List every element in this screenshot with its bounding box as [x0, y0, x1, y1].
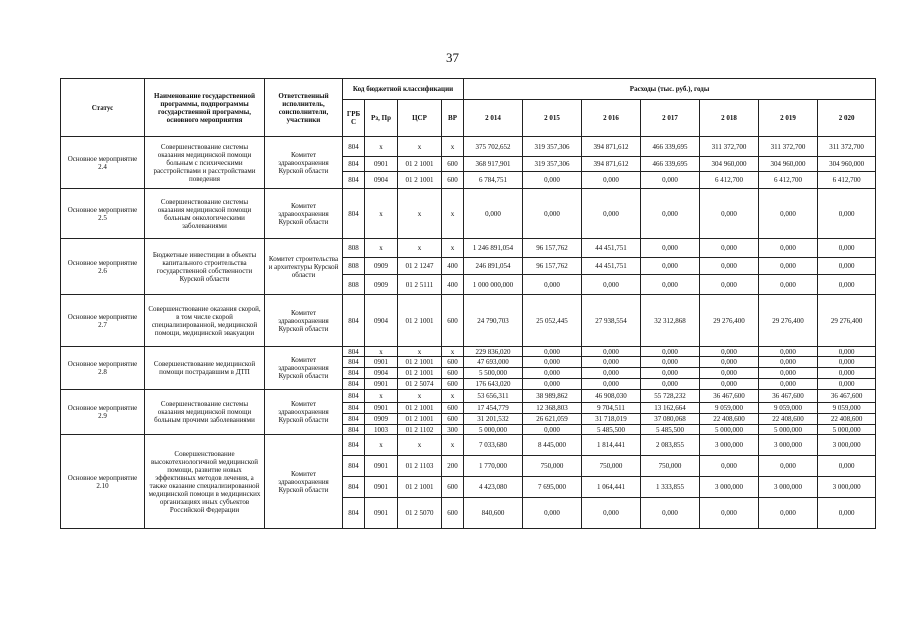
amount-cell: 0,000: [523, 275, 582, 295]
header-vr: ВР: [442, 100, 464, 137]
amount-cell: 5 000,000: [759, 425, 818, 435]
amount-cell: 304 960,000: [818, 157, 876, 172]
amount-cell: 9 704,511: [582, 403, 641, 414]
amount-cell: 0,000: [759, 456, 818, 477]
code-cell: х: [365, 189, 398, 239]
code-cell: 804: [343, 435, 365, 456]
code-cell: х: [398, 347, 442, 357]
code-cell: 01 2 1001: [398, 403, 442, 414]
amount-cell: 0,000: [582, 172, 641, 189]
amount-cell: 3 000,000: [818, 477, 876, 498]
responsible-cell: Комитет здравоохранения Курской области: [265, 189, 343, 239]
code-cell: 600: [442, 368, 464, 379]
amount-cell: 0,000: [818, 189, 876, 239]
code-cell: 600: [442, 477, 464, 498]
amount-cell: 0,000: [582, 379, 641, 390]
amount-cell: 0,000: [759, 258, 818, 275]
amount-cell: 53 656,311: [464, 390, 523, 403]
code-cell: 01 2 1247: [398, 258, 442, 275]
amount-cell: 4 423,080: [464, 477, 523, 498]
header-year: 2 014: [464, 100, 523, 137]
amount-cell: 0,000: [582, 368, 641, 379]
code-cell: 01 2 1001: [398, 477, 442, 498]
page-number: 37: [446, 50, 459, 65]
code-cell: х: [365, 239, 398, 258]
amount-cell: 3 000,000: [759, 477, 818, 498]
code-cell: 01 2 1001: [398, 295, 442, 347]
code-cell: 200: [442, 456, 464, 477]
code-cell: 01 2 5070: [398, 498, 442, 529]
amount-cell: 38 989,862: [523, 390, 582, 403]
code-cell: 0901: [365, 403, 398, 414]
code-cell: 804: [343, 403, 365, 414]
code-cell: 0909: [365, 414, 398, 425]
header-grbs: ГРБ С: [343, 100, 365, 137]
responsible-cell: Комитет здравоохранения Курской области: [265, 435, 343, 529]
code-cell: х: [365, 390, 398, 403]
amount-cell: 0,000: [700, 275, 759, 295]
amount-cell: 750,000: [641, 456, 700, 477]
amount-cell: 0,000: [759, 189, 818, 239]
amount-cell: 5 000,000: [818, 425, 876, 435]
amount-cell: 750,000: [523, 456, 582, 477]
amount-cell: 229 836,020: [464, 347, 523, 357]
code-cell: х: [442, 239, 464, 258]
amount-cell: 46 908,030: [582, 390, 641, 403]
amount-cell: 7 695,000: [523, 477, 582, 498]
amount-cell: 36 467,600: [700, 390, 759, 403]
amount-cell: 9 059,000: [818, 403, 876, 414]
amount-cell: 304 960,000: [700, 157, 759, 172]
amount-cell: 5 000,000: [700, 425, 759, 435]
code-cell: 804: [343, 172, 365, 189]
code-cell: 804: [343, 414, 365, 425]
code-cell: 804: [343, 137, 365, 157]
amount-cell: 0,000: [523, 357, 582, 368]
title-cell: Бюджетные инвестиции в объекты капитального строительства государственной собственности Курской области: [145, 239, 265, 295]
amount-cell: 36 467,600: [818, 390, 876, 403]
table-row: [61, 347, 876, 357]
amount-cell: 29 276,400: [700, 295, 759, 347]
amount-cell: 0,000: [700, 347, 759, 357]
amount-cell: 311 372,700: [818, 137, 876, 157]
header-csr: ЦСР: [398, 100, 442, 137]
code-cell: 804: [343, 477, 365, 498]
amount-cell: 1 000 000,000: [464, 275, 523, 295]
title-cell: Совершенствование системы оказания медицинской помощи больным прочими заболеваниями: [145, 390, 265, 435]
code-cell: 804: [343, 189, 365, 239]
code-cell: 804: [343, 157, 365, 172]
responsible-cell: Комитет здравоохранения Курской области: [265, 295, 343, 347]
amount-cell: 96 157,762: [523, 239, 582, 258]
amount-cell: 9 059,000: [700, 403, 759, 414]
amount-cell: 840,600: [464, 498, 523, 529]
responsible-cell: Комитет здравоохранения Курской области: [265, 137, 343, 189]
title-cell: Совершенствование медицинской помощи пострадавшим в ДТП: [145, 347, 265, 390]
amount-cell: 3 000,000: [818, 435, 876, 456]
amount-cell: 0,000: [582, 347, 641, 357]
amount-cell: 0,000: [818, 379, 876, 390]
amount-cell: 5 485,500: [582, 425, 641, 435]
title-cell: Совершенствование системы оказания медицинской помощи больным с психическими расстройствами и расстройствами поведения: [145, 137, 265, 189]
code-cell: 0904: [365, 172, 398, 189]
table-row: [61, 435, 876, 456]
amount-cell: 1 814,441: [582, 435, 641, 456]
table-row: [61, 390, 876, 403]
code-cell: х: [398, 189, 442, 239]
header-year: 2 015: [523, 100, 582, 137]
amount-cell: 0,000: [700, 368, 759, 379]
header-year: 2 019: [759, 100, 818, 137]
amount-cell: 22 408,600: [700, 414, 759, 425]
amount-cell: 5 000,000: [464, 425, 523, 435]
table-row: [61, 295, 876, 347]
amount-cell: 0,000: [759, 347, 818, 357]
amount-cell: 0,000: [818, 275, 876, 295]
code-cell: 01 2 1001: [398, 172, 442, 189]
code-cell: 0909: [365, 258, 398, 275]
amount-cell: 394 871,612: [582, 137, 641, 157]
amount-cell: 96 157,762: [523, 258, 582, 275]
amount-cell: 0,000: [582, 498, 641, 529]
code-cell: 600: [442, 172, 464, 189]
code-cell: 400: [442, 258, 464, 275]
status-cell: Основное мероприятие 2.7: [61, 295, 145, 347]
code-cell: 0909: [365, 275, 398, 295]
amount-cell: 12 368,803: [523, 403, 582, 414]
code-cell: 808: [343, 275, 365, 295]
amount-cell: 0,000: [759, 368, 818, 379]
code-cell: 804: [343, 456, 365, 477]
table-row: [61, 189, 876, 239]
amount-cell: 44 451,751: [582, 239, 641, 258]
amount-cell: 0,000: [582, 275, 641, 295]
amount-cell: 0,000: [818, 368, 876, 379]
amount-cell: 6 412,700: [700, 172, 759, 189]
code-cell: 804: [343, 347, 365, 357]
status-cell: Основное мероприятие 2.8: [61, 347, 145, 390]
amount-cell: 55 728,232: [641, 390, 700, 403]
code-cell: х: [398, 137, 442, 157]
code-cell: 01 2 1102: [398, 425, 442, 435]
amount-cell: 0,000: [700, 189, 759, 239]
amount-cell: 6 412,700: [818, 172, 876, 189]
header-responsible: Ответственный исполнитель, соисполнители, участники: [265, 79, 343, 137]
title-cell: Совершенствование оказания скорой, в том числе скорой специализированной, медицинской помощи, медицинской эвакуации: [145, 295, 265, 347]
amount-cell: 29 276,400: [759, 295, 818, 347]
code-cell: 0901: [365, 379, 398, 390]
amount-cell: 375 702,652: [464, 137, 523, 157]
code-cell: 0901: [365, 456, 398, 477]
code-cell: х: [365, 347, 398, 357]
amount-cell: 22 408,600: [759, 414, 818, 425]
code-cell: 804: [343, 390, 365, 403]
status-cell: Основное мероприятие 2.10: [61, 435, 145, 529]
amount-cell: 0,000: [759, 239, 818, 258]
amount-cell: 37 080,068: [641, 414, 700, 425]
amount-cell: 0,000: [818, 498, 876, 529]
amount-cell: 5 500,000: [464, 368, 523, 379]
header-year: 2 016: [582, 100, 641, 137]
code-cell: 804: [343, 379, 365, 390]
status-cell: Основное мероприятие 2.4: [61, 137, 145, 189]
code-cell: х: [442, 435, 464, 456]
code-cell: х: [365, 137, 398, 157]
amount-cell: 47 693,000: [464, 357, 523, 368]
code-cell: 0901: [365, 477, 398, 498]
amount-cell: 0,000: [582, 357, 641, 368]
code-cell: х: [442, 189, 464, 239]
code-cell: 01 2 1103: [398, 456, 442, 477]
amount-cell: 0,000: [818, 456, 876, 477]
header-budget-code: Код бюджетной классификации: [343, 79, 464, 100]
table-row: [61, 239, 876, 258]
code-cell: 0904: [365, 295, 398, 347]
amount-cell: 25 052,445: [523, 295, 582, 347]
amount-cell: 0,000: [464, 189, 523, 239]
amount-cell: 0,000: [700, 239, 759, 258]
amount-cell: 466 339,695: [641, 137, 700, 157]
code-cell: 804: [343, 425, 365, 435]
amount-cell: 6 412,700: [759, 172, 818, 189]
responsible-cell: Комитет здравоохранения Курской области: [265, 347, 343, 390]
code-cell: х: [442, 390, 464, 403]
amount-cell: 0,000: [523, 379, 582, 390]
code-cell: 0901: [365, 157, 398, 172]
amount-cell: 0,000: [641, 368, 700, 379]
header-rzpr: Рз, Пр: [365, 100, 398, 137]
amount-cell: 29 276,400: [818, 295, 876, 347]
amount-cell: 750,000: [582, 456, 641, 477]
header-year: 2 018: [700, 100, 759, 137]
code-cell: 01 2 5111: [398, 275, 442, 295]
amount-cell: 311 372,700: [759, 137, 818, 157]
amount-cell: 0,000: [700, 258, 759, 275]
amount-cell: 3 000,000: [759, 435, 818, 456]
amount-cell: 0,000: [700, 357, 759, 368]
amount-cell: 27 938,554: [582, 295, 641, 347]
amount-cell: 9 059,000: [759, 403, 818, 414]
amount-cell: 368 917,901: [464, 157, 523, 172]
amount-cell: 0,000: [641, 239, 700, 258]
code-cell: 01 2 1001: [398, 157, 442, 172]
amount-cell: 0,000: [641, 357, 700, 368]
header-status: Статус: [61, 79, 145, 137]
amount-cell: 0,000: [700, 498, 759, 529]
amount-cell: 36 467,600: [759, 390, 818, 403]
amount-cell: 24 790,703: [464, 295, 523, 347]
code-cell: 0901: [365, 357, 398, 368]
code-cell: 600: [442, 403, 464, 414]
code-cell: 600: [442, 157, 464, 172]
code-cell: х: [398, 239, 442, 258]
amount-cell: 0,000: [523, 368, 582, 379]
amount-cell: 1 770,000: [464, 456, 523, 477]
code-cell: 01 2 5074: [398, 379, 442, 390]
amount-cell: 0,000: [759, 357, 818, 368]
code-cell: 01 2 1001: [398, 357, 442, 368]
title-cell: Совершенствование системы оказания медицинской помощи больным онкологическими заболеваниями: [145, 189, 265, 239]
code-cell: 804: [343, 357, 365, 368]
amount-cell: 1 064,441: [582, 477, 641, 498]
amount-cell: 0,000: [582, 189, 641, 239]
amount-cell: 1 246 891,054: [464, 239, 523, 258]
header-year: 2 017: [641, 100, 700, 137]
code-cell: 600: [442, 379, 464, 390]
header-name: Наименование государственной программы, подпрограммы государственной программы, основного мероприятия: [145, 79, 265, 137]
code-cell: 0901: [365, 498, 398, 529]
amount-cell: 311 372,700: [700, 137, 759, 157]
amount-cell: 0,000: [641, 258, 700, 275]
amount-cell: 0,000: [641, 172, 700, 189]
code-cell: 400: [442, 275, 464, 295]
code-cell: 600: [442, 414, 464, 425]
amount-cell: 304 960,000: [759, 157, 818, 172]
code-cell: 1003: [365, 425, 398, 435]
amount-cell: 0,000: [641, 189, 700, 239]
amount-cell: 26 621,059: [523, 414, 582, 425]
amount-cell: 7 033,680: [464, 435, 523, 456]
amount-cell: 13 162,664: [641, 403, 700, 414]
amount-cell: 44 451,751: [582, 258, 641, 275]
amount-cell: 466 339,695: [641, 157, 700, 172]
amount-cell: 319 357,306: [523, 137, 582, 157]
amount-cell: 32 312,868: [641, 295, 700, 347]
amount-cell: 3 000,000: [700, 435, 759, 456]
amount-cell: 394 871,612: [582, 157, 641, 172]
amount-cell: 31 718,019: [582, 414, 641, 425]
amount-cell: 0,000: [523, 347, 582, 357]
header-expenses: Расходы (тыс. руб.), годы: [464, 79, 876, 100]
amount-cell: 17 454,779: [464, 403, 523, 414]
amount-cell: 246 891,054: [464, 258, 523, 275]
code-cell: 300: [442, 425, 464, 435]
amount-cell: 0,000: [818, 258, 876, 275]
amount-cell: 0,000: [641, 379, 700, 390]
code-cell: 804: [343, 498, 365, 529]
amount-cell: 0,000: [523, 172, 582, 189]
status-cell: Основное мероприятие 2.9: [61, 390, 145, 435]
code-cell: 600: [442, 357, 464, 368]
amount-cell: 0,000: [641, 498, 700, 529]
status-cell: Основное мероприятие 2.6: [61, 239, 145, 295]
amount-cell: 0,000: [700, 379, 759, 390]
amount-cell: 6 784,751: [464, 172, 523, 189]
amount-cell: 176 643,020: [464, 379, 523, 390]
table-row: [61, 137, 876, 157]
amount-cell: 0,000: [523, 425, 582, 435]
code-cell: х: [442, 137, 464, 157]
amount-cell: 3 000,000: [700, 477, 759, 498]
amount-cell: 31 201,532: [464, 414, 523, 425]
amount-cell: 0,000: [523, 498, 582, 529]
code-cell: х: [365, 435, 398, 456]
amount-cell: 0,000: [818, 357, 876, 368]
amount-cell: 319 357,306: [523, 157, 582, 172]
code-cell: 01 2 1001: [398, 368, 442, 379]
amount-cell: 0,000: [818, 239, 876, 258]
code-cell: 01 2 1001: [398, 414, 442, 425]
code-cell: 804: [343, 368, 365, 379]
code-cell: 808: [343, 239, 365, 258]
header-year: 2 020: [818, 100, 876, 137]
code-cell: х: [398, 435, 442, 456]
code-cell: 804: [343, 295, 365, 347]
amount-cell: 0,000: [641, 275, 700, 295]
code-cell: 808: [343, 258, 365, 275]
responsible-cell: Комитет здравоохранения Курской области: [265, 390, 343, 435]
code-cell: х: [442, 347, 464, 357]
amount-cell: 0,000: [759, 498, 818, 529]
code-cell: 0904: [365, 368, 398, 379]
code-cell: 600: [442, 498, 464, 529]
amount-cell: 0,000: [641, 347, 700, 357]
responsible-cell: Комитет строительства и архитектуры Курской области: [265, 239, 343, 295]
code-cell: 600: [442, 295, 464, 347]
budget-table: [60, 78, 876, 529]
amount-cell: 2 083,855: [641, 435, 700, 456]
amount-cell: 0,000: [759, 379, 818, 390]
amount-cell: 5 485,500: [641, 425, 700, 435]
code-cell: х: [398, 390, 442, 403]
amount-cell: 22 408,600: [818, 414, 876, 425]
amount-cell: 0,000: [759, 275, 818, 295]
amount-cell: 8 445,000: [523, 435, 582, 456]
status-cell: Основное мероприятие 2.5: [61, 189, 145, 239]
amount-cell: 0,000: [523, 189, 582, 239]
amount-cell: 0,000: [818, 347, 876, 357]
amount-cell: 0,000: [700, 456, 759, 477]
amount-cell: 1 333,855: [641, 477, 700, 498]
title-cell: Совершенствование высокотехнологичной медицинской помощи, развитие новых эффективных методов лечения, а также оказание специализированной медицинской помощи в медицинских организациях иных субъектов Российской Федерации: [145, 435, 265, 529]
